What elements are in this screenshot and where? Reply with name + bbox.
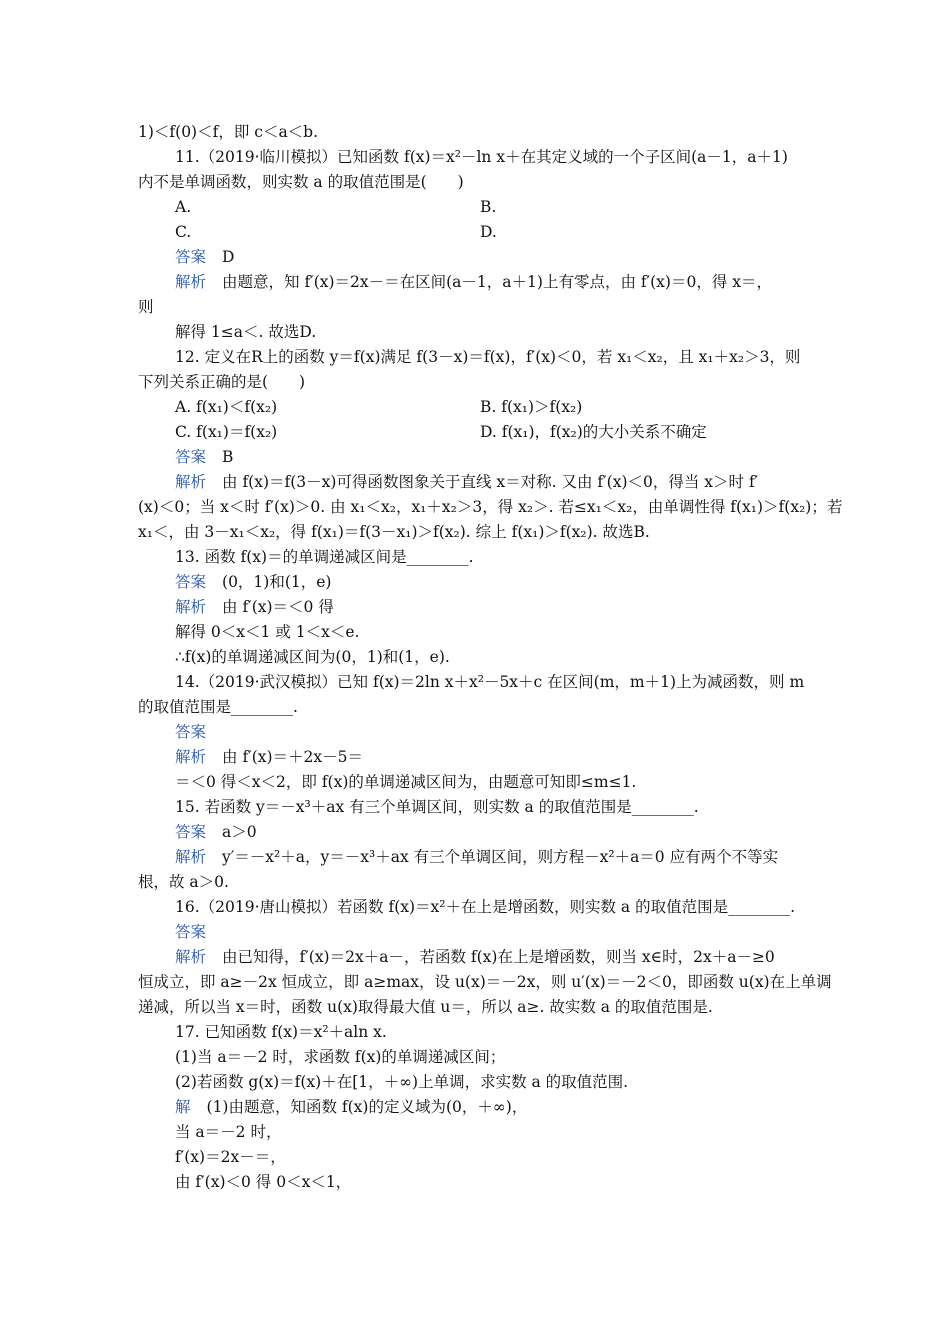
question-16-stem: 16.（2019·唐山模拟）若函数 f(x)＝x²＋在上是增函数，则实数 a 的取值范围是________. bbox=[175, 898, 796, 916]
question-17-stem: 17. 已知函数 f(x)＝x²＋aln x. bbox=[175, 1023, 387, 1041]
answer-line bbox=[175, 920, 855, 945]
option-a: A. bbox=[175, 198, 192, 216]
analysis-label: 解析 bbox=[175, 473, 207, 491]
answer-label: 答案 bbox=[175, 448, 207, 466]
analysis-line: 解析 y′＝－x²＋a，y＝－x³＋ax 有三个单调区间，则方程－x²＋a＝0 应有两个不等实 bbox=[175, 848, 779, 866]
question-11-stem: 11.（2019·临川模拟）已知函数 f(x)＝x²－ln x＋在其定义域的一个子区间(a－1，a＋1) bbox=[175, 148, 788, 166]
text-line: 下列关系正确的是( ) bbox=[138, 373, 306, 391]
analysis-label: 解析 bbox=[175, 948, 207, 966]
answer-label: 答案 bbox=[175, 723, 207, 741]
analysis-label: 解析 bbox=[175, 848, 207, 866]
text-line: 当 a＝－2 时， bbox=[175, 1123, 282, 1141]
text-line: x₁＜，由 3－x₁＜x₂，得 f(x₁)＝f(3－x₁)＞f(x₂). 综上 f(x₁)＞f(x₂). 故选B. bbox=[138, 523, 650, 541]
text-line: 内不是单调函数，则实数 a 的取值范围是( ) bbox=[138, 173, 464, 191]
text-line: 递减，所以当 x＝时，函数 u(x)取得最大值 u＝，所以 a≥. 故实数 a 的取值范围是. bbox=[138, 998, 713, 1016]
text-line: 根，故 a＞0. bbox=[138, 873, 229, 891]
answer-line: 答案 B bbox=[175, 448, 234, 466]
sub-question-1: (1)当 a＝－2 时，求函数 f(x)的单调递减区间； bbox=[175, 1048, 506, 1066]
answer-line: 答案 (0，1)和(1，e) bbox=[175, 573, 332, 591]
answer-label: 答案 bbox=[175, 923, 207, 941]
text-line: 解得 1≤a＜. 故选D. bbox=[175, 323, 317, 341]
text-line: 的取值范围是________. bbox=[138, 698, 298, 716]
text-line: 恒成立，即 a≥－2x 恒成立，即 a≥max，设 u(x)＝－2x，则 u′(x)＝－2＜0，即函数 u(x)在上单调 bbox=[138, 973, 832, 991]
answer-label: 答案 bbox=[175, 823, 207, 841]
question-12-stem: 12. 定义在R上的函数 y＝f(x)满足 f(3－x)＝f(x)，f′(x)＜0，若 x₁＜x₂，且 x₁＋x₂＞3，则 bbox=[175, 348, 801, 366]
answer-line bbox=[175, 720, 855, 745]
text-line: 由 f′(x)＜0 得 0＜x＜1， bbox=[175, 1173, 352, 1191]
option-b: B. bbox=[480, 198, 497, 216]
text-line: 则 bbox=[138, 298, 154, 316]
answer-label: 答案 bbox=[175, 248, 207, 266]
analysis-label: 解析 bbox=[175, 748, 207, 766]
text-line: 解得 0＜x＜1 或 1＜x＜e. bbox=[175, 623, 360, 641]
answer-label: 答案 bbox=[175, 573, 207, 591]
solution-label: 解 bbox=[175, 1098, 191, 1116]
solution-line: 解 (1)由题意，知函数 f(x)的定义域为(0，＋∞)， bbox=[175, 1098, 528, 1116]
answer-line: 答案 D bbox=[175, 248, 235, 266]
option-a: A. f(x₁)＜f(x₂) bbox=[175, 398, 278, 416]
sub-question-2: (2)若函数 g(x)＝f(x)＋在[1，＋∞)上单调，求实数 a 的取值范围. bbox=[175, 1073, 629, 1091]
question-13-stem: 13. 函数 f(x)＝的单调递减区间是________. bbox=[175, 548, 474, 566]
option-c: C. f(x₁)＝f(x₂) bbox=[175, 423, 278, 441]
analysis-line: 解析 由已知得，f′(x)＝2x＋a－，若函数 f(x)在上是增函数，则当 x∈时，2x＋a－≥0 bbox=[175, 948, 775, 966]
analysis-line: 解析 由 f(x)＝f(3－x)可得函数图象关于直线 x＝对称. 又由 f′(x)＜0，得当 x＞时 f′ bbox=[175, 473, 759, 491]
text-line: ＝＜0 得＜x＜2，即 f(x)的单调递减区间为，由题意可知即≤m≤1. bbox=[175, 773, 637, 791]
analysis-line: 解析 由题意，知 f′(x)＝2x－＝在区间(a－1，a＋1)上有零点，由 f′(x)＝0，得 x＝， bbox=[175, 273, 772, 291]
text-line: 1)＜f(0)＜f，即 c＜a＜b. bbox=[138, 123, 319, 141]
option-d: D. bbox=[480, 223, 497, 241]
analysis-label: 解析 bbox=[175, 598, 207, 616]
question-15-stem: 15. 若函数 y＝－x³＋ax 有三个单调区间，则实数 a 的取值范围是________. bbox=[175, 798, 699, 816]
option-b: B. f(x₁)＞f(x₂) bbox=[480, 398, 583, 416]
question-14-stem: 14.（2019·武汉模拟）已知 f(x)＝2ln x＋x²－5x＋c 在区间(m，m＋1)上为减函数，则 m bbox=[175, 673, 805, 691]
answer-line: 答案 a＞0 bbox=[175, 823, 257, 841]
option-d: D. f(x₁)，f(x₂)的大小关系不确定 bbox=[480, 423, 707, 441]
text-line: (x)＜0；当 x＜时 f′(x)＞0. 由 x₁＜x₂，x₁＋x₂＞3，得 x₂＞. 若≤x₁＜x₂，由单调性得 f(x₁)＞f(x₂)；若 bbox=[138, 498, 843, 516]
text-line: f′(x)＝2x－＝， bbox=[175, 1148, 286, 1166]
analysis-line: 解析 由 f′(x)＝＜0 得 bbox=[175, 598, 334, 616]
analysis-label: 解析 bbox=[175, 273, 207, 291]
analysis-line: 解析 由 f′(x)＝＋2x－5＝ bbox=[175, 748, 363, 766]
text-line: ∴f(x)的单调递减区间为(0，1)和(1，e). bbox=[175, 648, 450, 666]
option-c: C. bbox=[175, 223, 192, 241]
